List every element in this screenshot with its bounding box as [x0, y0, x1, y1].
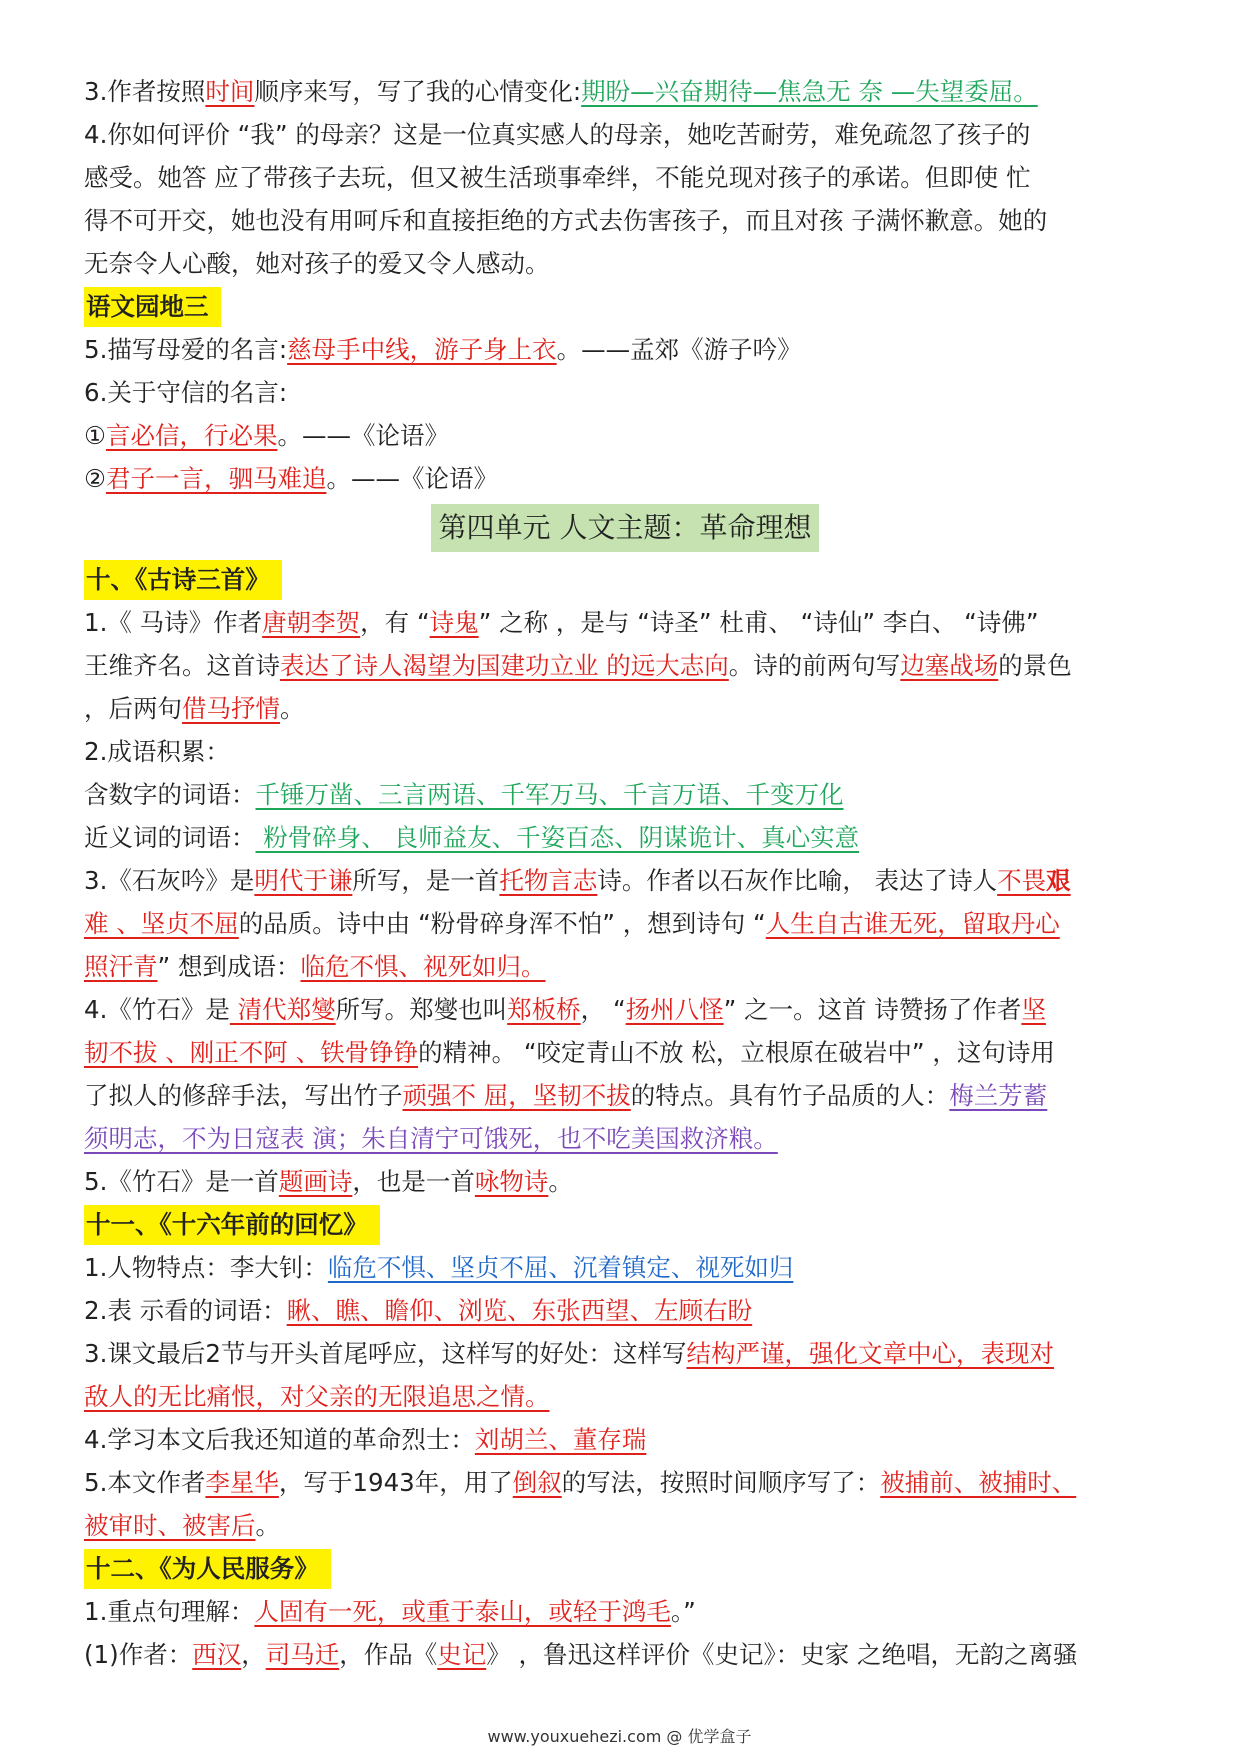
- text-line: 1.人物特点：李大钊：临危不惧、坚贞不屈、沉着镇定、视死如归: [84, 1253, 794, 1282]
- text-line: 敌人的无比痛恨，对父亲的无限追思之情。: [84, 1382, 550, 1411]
- text-line: 被审时、被害后。: [84, 1511, 280, 1540]
- text-line: 4.学习本文后我还知道的革命烈士：刘胡兰、董存瑞: [84, 1425, 647, 1454]
- section-heading: 十一、《十六年前的回忆》: [84, 1203, 1166, 1246]
- text-line: 1.《 马诗》作者唐朝李贺，有 “诗鬼” 之称 ，是与 “诗圣” 杜甫、 “诗仙” 李白、 “诗佛”: [84, 608, 1039, 637]
- unit-title: 第四单元 人文主题：革命理想: [431, 504, 820, 552]
- text-line: ②君子一言，驷马难追。——《论语》: [84, 464, 498, 493]
- text-line: 5.描写母爱的名言:慈母手中线，游子身上衣。——孟郊《游子吟》: [84, 335, 802, 364]
- text-line: 含数字的词语：千锤万凿、三言两语、千军万马、千言万语、千变万化: [84, 780, 844, 809]
- text-line: 近义词的词语： 粉骨碎身、 良师益友、千姿百态、阴谋诡计、真心实意: [84, 823, 860, 852]
- text-line: 感受。她答 应了带孩子去玩，但又被生活琐事牵绊，不能兑现对孩子的承诺。但即使 忙: [84, 163, 1031, 192]
- text-line: 2.表 示看的词语：瞅、瞧、瞻仰、浏览、东张西望、左顾右盼: [84, 1296, 753, 1325]
- text-line: 韧不拔 、刚正不阿 、铁骨铮铮的精神。 “咬定青山不放 松，立根原在破岩中” ，这句诗用: [84, 1038, 1055, 1067]
- text-line: 4.你如何评价 “我” 的母亲？这是一位真实感人的母亲，她吃苦耐劳，难免疏忽了孩子的: [84, 120, 1031, 149]
- text-line: ①言必信，行必果。——《论语》: [84, 421, 449, 450]
- text-line: 无奈令人心酸，她对孩子的爱又令人感动。: [84, 249, 550, 278]
- text-line: 了拟人的修辞手法，写出竹子顽强不 屈，坚韧不拔的特点。具有竹子品质的人：梅兰芳蓄: [84, 1081, 1048, 1110]
- text-line: 3.《石灰吟》是明代于谦所写，是一首托物言志诗。作者以石灰作比喻， 表达了诗人不畏艰: [84, 866, 1071, 895]
- document-body: [84, 70, 1166, 1676]
- text-line: (1)作者：西汉，司马迁，作品《史记》 ，鲁迅这样评价《史记》：史家 之绝唱，无韵之离骚: [84, 1640, 1078, 1669]
- text-line: 须明志，不为日寇表 演；朱自清宁可饿死，也不吃美国救济粮。: [84, 1124, 778, 1153]
- section-heading: 语文园地三: [84, 285, 1166, 328]
- text-line: 6.关于守信的名言:: [84, 378, 288, 407]
- footer-watermark: www.youxuehezi.com @ 优学盒子: [487, 1727, 752, 1746]
- text-line: 5.本文作者李星华，写于1943年，用了倒叙的写法，按照时间顺序写了：被捕前、被捕时、: [84, 1468, 1077, 1497]
- unit-title-row: [84, 500, 1166, 558]
- text-line: 王维齐名。这首诗表达了诗人渴望为国建功立业 的远大志向。诗的前两句写边塞战场的景色: [84, 651, 1072, 680]
- text-line: 3.作者按照时间顺序来写，写了我的心情变化:期盼—兴奋期待—焦急无 奈 —失望委屈。: [84, 77, 1038, 106]
- section-heading: 十二、《为人民服务》: [84, 1547, 1166, 1590]
- text-line: 2.成语积累：: [84, 737, 230, 766]
- section-heading: 十、《古诗三首》: [84, 558, 1166, 601]
- text-line: 5.《竹石》是一首题画诗，也是一首咏物诗。: [84, 1167, 573, 1196]
- text-line: 4.《竹石》是 清代郑燮所写。郑燮也叫郑板桥， “扬州八怪” 之一。这首 诗赞扬了作者坚: [84, 995, 1046, 1024]
- text-line: ，后两句借马抒情。: [84, 694, 305, 723]
- text-line: 得不可开交，她也没有用呵斥和直接拒绝的方式去伤害孩子，而且对孩 子满怀歉意。她的: [84, 206, 1048, 235]
- text-line: 3.课文最后2节与开头首尾呼应，这样写的好处：这样写结构严谨，强化文章中心，表现对: [84, 1339, 1054, 1368]
- text-line: 难 、坚贞不屈的品质。诗中由 “粉骨碎身浑不怕” ，想到诗句 “人生自古谁无死，留取丹心: [84, 909, 1060, 938]
- text-line: 照汗青” 想到成语：临危不惧、视死如归。: [84, 952, 546, 981]
- text-line: 1.重点句理解：人固有一死，或重于泰山，或轻于鸿毛。”: [84, 1597, 696, 1626]
